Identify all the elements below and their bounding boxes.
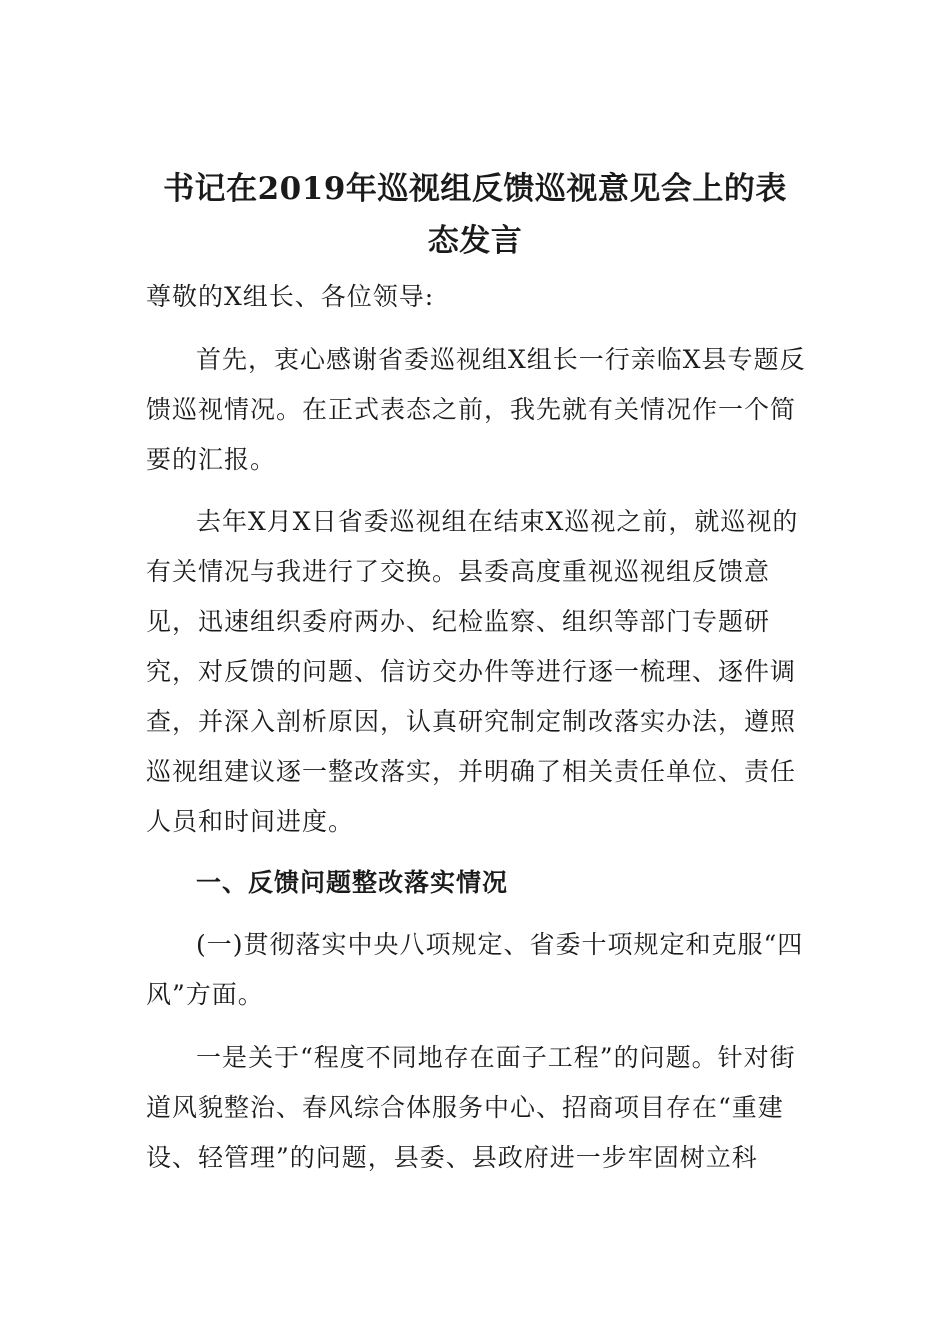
paragraph-thanks: 首先，衷心感谢省委巡视组X组长一行亲临X县专题反馈巡视情况。在正式表态之前，我先就有关情况作一个简要的汇报。 <box>146 345 806 474</box>
document-title: 书记在2019年巡视组反馈巡视意见会上的表态发言 <box>163 171 787 259</box>
paragraph-background: 去年X月X日省委巡视组在结束X巡视之前，就巡视的有关情况与我进行了交换。县委高度重视巡视组反馈意见，迅速组织委府两办、纪检监察、组织等部门专题研究，对反馈的问题、信访交办件等进行逐一梳理、逐件调查，并深入剖析原因，认真研究制定制改落实办法，遵照巡视组建议逐一整改落实，并明确了相关责任单位、责任人员和时间进度。 <box>146 507 799 836</box>
section-heading-1: 一、反馈问题整改落实情况 <box>196 868 509 897</box>
subsection-heading-1: (一)贯彻落实中央八项规定、省委十项规定和克服“四风”方面。 <box>146 930 804 1009</box>
paragraph-issue-1: 一是关于“程度不同地存在面子工程”的问题。针对街道风貌整治、春风综合体服务中心、招商项目存在“重建设、轻管理”的问题，县委、县政府进一步牢固树立科 <box>146 1043 796 1172</box>
salutation: 尊敬的X组长、各位领导: <box>146 282 435 311</box>
